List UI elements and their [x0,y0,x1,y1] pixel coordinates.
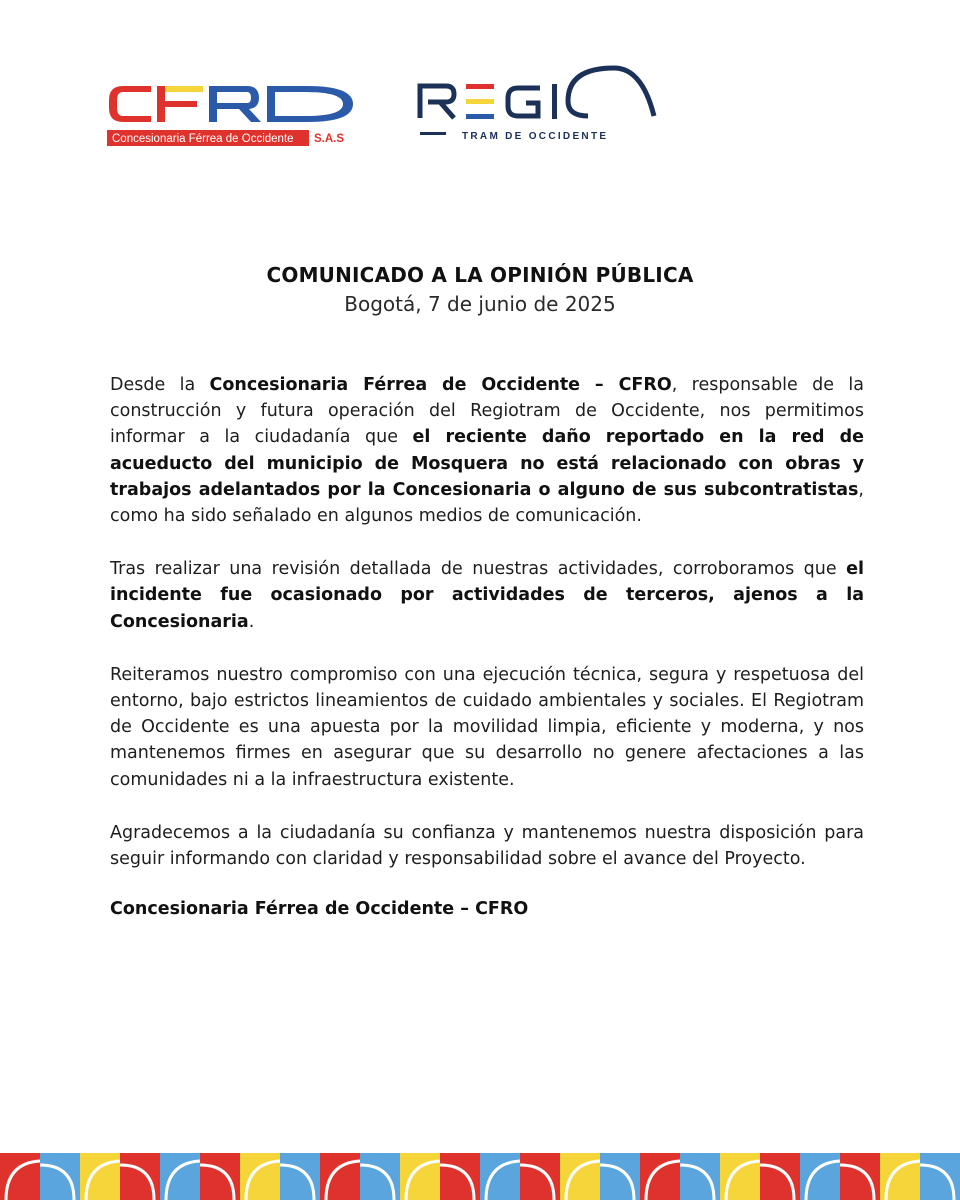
paragraph-3: Reiteramos nuestro compromiso con una ejecución técnica, segura y respetuosa del entorno, bajo estrictos lineamientos de cuidado ambientales y sociales. El Regiotram de Occidente es una apuesta por la movilidad limpia, eficiente y moderna, y nos mantenemos firmes en asegurar que su desarrollo no genere afectaciones a las comunidades ni a la infraestructura existente. [110,664,864,790]
regio-logo [414,62,664,146]
paragraph-1-text-c: , como ha sido señalado en algunos medios de comunicación. [110,479,864,527]
paragraph-2-bold: el incidente fue ocasionado por actividades de terceros, ajenos a la Concesionaria [110,559,864,632]
paragraph-1-text-a: Desde la [110,375,210,395]
document-date: Bogotá, 7 de junio de 2025 [344,292,616,316]
document-body [110,372,864,919]
cfro-logo [107,78,357,150]
cfro-suffix: S.A.S [314,133,345,145]
signature: Concesionaria Férrea de Occidente – CFRO [110,899,529,920]
paragraph-2-text-a: Tras realizar una revisión detallada de nuestras actividades, corroboramos que [110,559,847,580]
document-heading [0,263,960,316]
document-title: COMUNICADO A LA OPINIÓN PÚBLICA [266,263,694,287]
paragraph-2-text-b: . [248,611,255,632]
regio-subtitle-dash [420,132,446,135]
cfro-wordmark-shapes [109,86,353,122]
paragraph-1 [110,372,864,529]
paragraph-4: Agradecemos a la ciudadanía su confianza y mantenemos nuestra disposición para seguir informando con claridad y responsabilidad sobre el avance del Proyecto. [110,822,864,870]
decorative-tile-strip [0,1153,960,1200]
regio-subtitle: TRAM DE OCCIDENTE [462,131,609,142]
regio-wordmark-shapes [420,68,654,119]
paragraph-2 [110,556,864,635]
tile-pattern [0,1153,960,1200]
paragraph-1-text-b: , responsable de la construcción y futura operación del Regiotram de Occidente, nos permitimos informar a la ciudadanía que [110,375,864,448]
cfro-subtitle: Concesionaria Férrea de Occidente [112,133,294,145]
paragraph-1-bold-b: el reciente daño reportado en la red de acueducto del municipio de Mosquera no está relacionado con obras y trabajos adelantados por la Concesionaria o alguno de sus subcontratistas [110,427,864,500]
paragraph-1-bold-a: Concesionaria Férrea de Occidente – CFRO [209,375,672,395]
